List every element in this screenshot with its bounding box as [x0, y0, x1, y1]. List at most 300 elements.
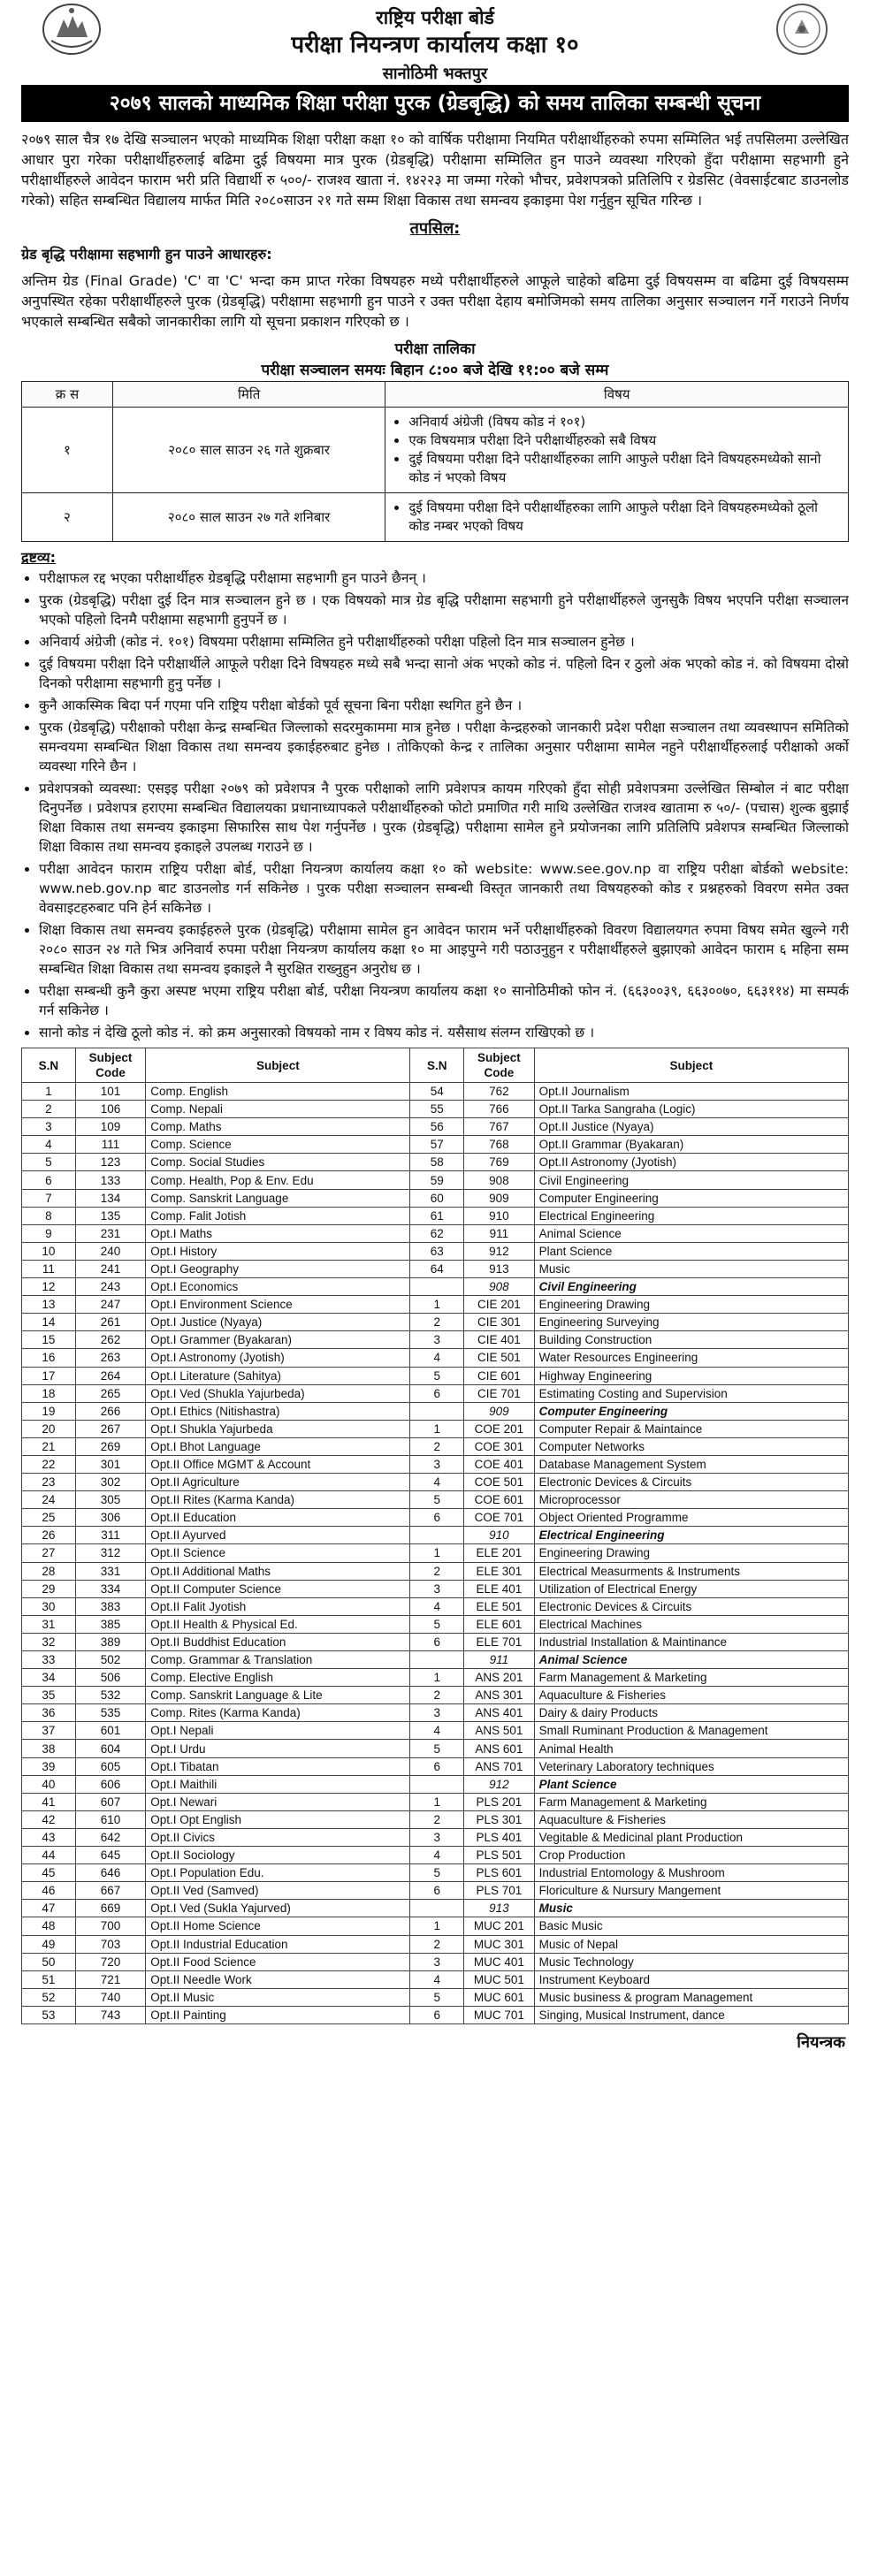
- subject-code-left: 740: [75, 1988, 145, 2006]
- subject-row: [22, 1953, 849, 1970]
- subject-code-right: 910: [464, 1527, 534, 1544]
- subject-sn-left: 37: [22, 1722, 76, 1740]
- subject-name-left: Comp. Rites (Karma Kanda): [146, 1704, 410, 1722]
- subject-sn-right: 6: [410, 2006, 464, 2023]
- subject-name-left: Opt.I Environment Science: [146, 1296, 410, 1314]
- subject-row: [22, 1544, 849, 1562]
- schedule-title: परीक्षा तालिका: [394, 340, 476, 358]
- subject-code-right: MUC 701: [464, 2006, 534, 2023]
- subject-row: [22, 1935, 849, 1953]
- subject-name-right: Aquaculture & Fisheries: [534, 1810, 848, 1828]
- subject-sn-right: 1: [410, 1296, 464, 1314]
- subject-name-left: Opt.I Shukla Yajurbeda: [146, 1420, 410, 1437]
- subject-code-left: 267: [75, 1420, 145, 1437]
- subject-name-left: Opt.II Ayurved: [146, 1527, 410, 1544]
- subject-sn-left: 9: [22, 1224, 76, 1242]
- subject-row: [22, 1384, 849, 1402]
- subject-code-right: CIE 301: [464, 1314, 534, 1331]
- subject-row: [22, 1314, 849, 1331]
- subject-sn-left: 18: [22, 1384, 76, 1402]
- subject-code-right: ELE 501: [464, 1597, 534, 1615]
- subject-row: [22, 1367, 849, 1384]
- subject-code-right: PLS 301: [464, 1810, 534, 1828]
- subject-sn-left: 36: [22, 1704, 76, 1722]
- subject-row: [22, 1757, 849, 1775]
- subject-sn-left: 1: [22, 1083, 76, 1101]
- nepal-emblem-logo-icon: [41, 2, 103, 57]
- subject-code-right: MUC 601: [464, 1988, 534, 2006]
- subject-row: [22, 1474, 849, 1491]
- subject-sn-right: [410, 1651, 464, 1669]
- schedule-col-date: मिति: [112, 382, 385, 408]
- subject-name-right: Industrial Installation & Maintinance: [534, 1633, 848, 1650]
- subject-name-right: Music of Nepal: [534, 1935, 848, 1953]
- subject-name-left: Comp. Maths: [146, 1118, 410, 1136]
- subject-code-right: 909: [464, 1402, 534, 1420]
- note-item: • परीक्षाफल रद्द भएका परीक्षार्थीहरु ग्रेडबृद्धि परीक्षामा सहभागी हुन पाउने छैनन् ।: [39, 568, 849, 588]
- subject-name-right: Plant Science: [534, 1242, 848, 1260]
- subject-code-right: 762: [464, 1083, 534, 1101]
- subject-row: [22, 1224, 849, 1242]
- subject-name-left: Opt.I Economics: [146, 1278, 410, 1296]
- subject-name-left: Opt.II Food Science: [146, 1953, 410, 1970]
- subject-code-right: COE 701: [464, 1509, 534, 1527]
- subject-name-right: Instrument Keyboard: [534, 1970, 848, 1988]
- subject-name-left: Opt.II Needle Work: [146, 1970, 410, 1988]
- subject-name-left: Comp. Falit Jotish: [146, 1207, 410, 1224]
- subject-sn-right: 1: [410, 1544, 464, 1562]
- subject-sn-right: 3: [410, 1953, 464, 1970]
- subject-row: [22, 1527, 849, 1544]
- subject-code-left: 646: [75, 1864, 145, 1882]
- subject-code-right: 909: [464, 1189, 534, 1207]
- subject-sn-left: 11: [22, 1260, 76, 1277]
- subject-sn-right: 3: [410, 1331, 464, 1349]
- schedule-subjects: [385, 408, 849, 493]
- subject-sn-right: 1: [410, 1917, 464, 1935]
- subject-name-left: Opt.I Ethics (Nitishastra): [146, 1402, 410, 1420]
- subject-name-right: Engineering Drawing: [534, 1544, 848, 1562]
- subject-code-left: 106: [75, 1101, 145, 1118]
- subject-code-left: 535: [75, 1704, 145, 1722]
- subject-code-right: 913: [464, 1260, 534, 1277]
- subject-code-left: 642: [75, 1828, 145, 1846]
- subject-name-right: Engineering Surveying: [534, 1314, 848, 1331]
- schedule-header-row: [22, 382, 849, 408]
- subject-sn-right: 5: [410, 1615, 464, 1633]
- subject-name-right: Building Construction: [534, 1331, 848, 1349]
- subject-row: [22, 1615, 849, 1633]
- subject-sn-right: 5: [410, 1988, 464, 2006]
- schedule-sn: १: [22, 408, 113, 493]
- schedule-subjects: [385, 493, 849, 542]
- subject-row: [22, 1669, 849, 1687]
- eligibility-paragraph: अन्तिम ग्रेड (Final Grade) 'C' वा 'C' भन्दा कम प्राप्त गरेका विषयहरु मध्ये परीक्षार्थीहरुले आफूले चाहेको बढिमा दुई विषयसम्म वा बढिमा दुई विषयसम्म अनुपस्थित रहेका परीक्षार्थीहरुले पुरक (ग्रेडबृद्धि) परीक्षामा सहभागी हुन पाउने र उक्त परीक्षा देहाय बमोजिमको समय तालिका अनुसार सञ्चालन गर्ने गराउने निर्णय भएकाले सम्बन्धित सबैको जानकारीका लागि यो सूचना प्रकाशन गरिएको छ ।: [21, 272, 849, 330]
- subject-code-right: ANS 301: [464, 1687, 534, 1704]
- subject-code-table: [21, 1048, 849, 2024]
- subject-sn-right: 5: [410, 1740, 464, 1757]
- subject-row: [22, 1242, 849, 1260]
- note-item: • परीक्षा सम्बन्धी कुनै कुरा अस्पष्ट भएमा राष्ट्रिय परीक्षा बोर्ड, परीक्षा नियन्त्रण कार्यालय कक्षा १० सानोठिमीको फोन नं. (६६३००३९, ६६३००७०, ६६३११४) मा सम्पर्क गर्न सकिनेछ ।: [39, 981, 849, 1020]
- subject-sn-left: 34: [22, 1669, 76, 1687]
- subject-sn-right: 1: [410, 1793, 464, 1810]
- subject-code-right: 769: [464, 1154, 534, 1171]
- subject-name-right: Dairy & dairy Products: [534, 1704, 848, 1722]
- subject-col-name-left: Subject: [146, 1048, 410, 1083]
- subject-code-left: 605: [75, 1757, 145, 1775]
- subject-code-right: 913: [464, 1900, 534, 1917]
- subject-name-left: Comp. Health, Pop & Env. Edu: [146, 1171, 410, 1189]
- subject-name-right: Floriculture & Nursury Mangement: [534, 1882, 848, 1900]
- subject-name-left: Comp. English: [146, 1083, 410, 1101]
- exam-schedule-table: [21, 381, 849, 542]
- subject-row: [22, 1704, 849, 1722]
- subject-row: [22, 1402, 849, 1420]
- subject-sn-right: 3: [410, 1828, 464, 1846]
- subject-name-right: Animal Health: [534, 1740, 848, 1757]
- subject-code-left: 264: [75, 1367, 145, 1384]
- subject-name-right: Water Resources Engineering: [534, 1349, 848, 1367]
- subject-row: [22, 1900, 849, 1917]
- subject-name-right: Object Oriented Programme: [534, 1509, 848, 1527]
- subject-name-left: Opt.I Astronomy (Jyotish): [146, 1349, 410, 1367]
- subject-row: [22, 1154, 849, 1171]
- subject-code-right: 766: [464, 1101, 534, 1118]
- schedule-col-subject: विषय: [385, 382, 849, 408]
- subject-col-code-left: Subject Code: [75, 1048, 145, 1083]
- subject-sn-right: [410, 1775, 464, 1793]
- subject-sn-right: 54: [410, 1083, 464, 1101]
- subject-sn-right: 2: [410, 1437, 464, 1455]
- subject-sn-left: 4: [22, 1136, 76, 1154]
- subject-code-left: 301: [75, 1455, 145, 1473]
- subject-name-left: Opt.II Rites (Karma Kanda): [146, 1491, 410, 1509]
- subject-sn-left: 53: [22, 2006, 76, 2023]
- subject-code-right: PLS 501: [464, 1847, 534, 1864]
- subject-code-left: 265: [75, 1384, 145, 1402]
- subject-row: [22, 1864, 849, 1882]
- subject-code-left: 607: [75, 1793, 145, 1810]
- subject-code-right: 908: [464, 1171, 534, 1189]
- subject-code-left: 645: [75, 1847, 145, 1864]
- subject-name-left: Opt.II Additional Maths: [146, 1562, 410, 1580]
- subject-row: [22, 1562, 849, 1580]
- subject-code-left: 604: [75, 1740, 145, 1757]
- subject-name-left: Opt.I Bhot Language: [146, 1437, 410, 1455]
- subject-row: [22, 1189, 849, 1207]
- subject-code-right: COE 501: [464, 1474, 534, 1491]
- subject-row: [22, 1278, 849, 1296]
- subject-sn-left: 20: [22, 1420, 76, 1437]
- subject-code-right: MUC 301: [464, 1935, 534, 1953]
- subject-sn-right: 56: [410, 1118, 464, 1136]
- subject-name-left: Opt.II Music: [146, 1988, 410, 2006]
- subject-code-right: CIE 601: [464, 1367, 534, 1384]
- subject-row: [22, 1101, 849, 1118]
- subject-code-left: 331: [75, 1562, 145, 1580]
- subject-code-left: 111: [75, 1136, 145, 1154]
- subject-name-right: Electrical Measurments & Instruments: [534, 1562, 848, 1580]
- schedule-sn: २: [22, 493, 113, 542]
- subject-code-right: CIE 701: [464, 1384, 534, 1402]
- subject-sn-right: 58: [410, 1154, 464, 1171]
- subject-sn-right: 57: [410, 1136, 464, 1154]
- schedule-subject-list: [391, 499, 843, 536]
- subject-name-right: Electrical Engineering: [534, 1527, 848, 1544]
- subject-code-right: COE 301: [464, 1437, 534, 1455]
- subject-sn-left: 24: [22, 1491, 76, 1509]
- subject-code-left: 667: [75, 1882, 145, 1900]
- subject-code-left: 247: [75, 1296, 145, 1314]
- subject-row: [22, 1455, 849, 1473]
- subject-name-right: Electrical Machines: [534, 1615, 848, 1633]
- subject-code-left: 231: [75, 1224, 145, 1242]
- subject-sn-left: 48: [22, 1917, 76, 1935]
- subject-code-left: 532: [75, 1687, 145, 1704]
- subject-name-right: Microprocessor: [534, 1491, 848, 1509]
- office-name: परीक्षा नियन्त्रण कार्यालय कक्षा १०: [291, 32, 579, 58]
- schedule-subject-item: • एक विषयमात्र परीक्षा दिने परीक्षार्थीहरुको सबै विषय: [408, 431, 843, 450]
- subject-row: [22, 1437, 849, 1455]
- subject-code-left: 385: [75, 1615, 145, 1633]
- subject-name-left: Opt.I Tibatan: [146, 1757, 410, 1775]
- subject-sn-right: [410, 1278, 464, 1296]
- note-item: • शिक्षा विकास तथा समन्वय इकाईहरुले पुरक (ग्रेडबृद्धि) परीक्षामा सामेल हुन आवेदन फाराम भर्ने परीक्षार्थीहरुको विवरण विद्यालयगत रुपमा विषय समेत खुल्ने गरी २०८० साउन २४ गते भित्र अनिवार्य रुपमा परीक्षा नियन्त्रण कार्यालय कक्षा १० मा आइपुग्ने गरी पठाउनुहुन र परीक्षार्थीहरुले बुझाएको आवेदन फाराम ६ महिना सम्म सम्बन्धित शिक्षा विकास तथा समन्वय इकाइले नै सुरक्षित राख्नुहुन अनुरोध छ ।: [39, 920, 849, 979]
- subject-name-right: Music Technology: [534, 1953, 848, 1970]
- subject-code-left: 240: [75, 1242, 145, 1260]
- subject-sn-left: 38: [22, 1740, 76, 1757]
- subject-name-right: Civil Engineering: [534, 1171, 848, 1189]
- subject-row: [22, 1828, 849, 1846]
- intro-paragraph: २०७९ साल चैत्र १७ देखि सञ्चालन भएको माध्यमिक शिक्षा परीक्षा कक्षा १० को वार्षिक परीक्षामा नियमित परीक्षार्थीहरुको रुपमा सम्मिलित भई तपसिलमा उल्लेखित आधार पुरा गरेका परीक्षार्थीहरुलाई बढिमा दुई विषयमा मात्र पुरक (ग्रेडबृद्धि) परीक्षामा सम्मिलित हुन पाउने व्यवस्था गरिएको हुँदा परीक्षामा सहभागी हुने परीक्षार्थीहरुले आवेदन फाराम भरी प्रति विद्यार्थी रु ५००/- राजश्व खाता नं. १४२२३ मा जम्मा गरेको भौचर, प्रवेशपत्रको प्रतिलिपि र ग्रेडसिट (वेवसाईटबाट डाउनलोड गरेको) सहित सम्बन्धित विद्यालय मार्फत मिति २०८०साउन २१ गते सम्म शिक्षा विकास तथा समन्वय इकाइमा पेश गर्नुहुन सूचित गरिन्छ ।: [21, 131, 849, 209]
- subject-code-left: 606: [75, 1775, 145, 1793]
- subject-name-right: Aquaculture & Fisheries: [534, 1687, 848, 1704]
- subject-name-left: Opt.I Ved (Sukla Yajurved): [146, 1900, 410, 1917]
- subject-code-left: 311: [75, 1527, 145, 1544]
- note-item: • परीक्षा आवेदन फाराम राष्ट्रिय परीक्षा बोर्ड, परीक्षा नियन्त्रण कार्यालय कक्षा १० को website: www.see.gov.np वा राष्ट्रिय परीक्षा बोर्डको website: www.neb.gov.np बाट डाउनलोड गर्न सकिनेछ । पुरक परीक्षा सञ्चालन सम्बन्धी विस्तृत जानकारी तथा विषयहरुको कोड र प्रश्नहरुको विवरण समेत उक्त वेवसाइटहरुबाट पनि हेर्न सकिनेछ ।: [39, 859, 849, 918]
- subject-code-left: 334: [75, 1580, 145, 1597]
- subject-name-left: Opt.I Maths: [146, 1224, 410, 1242]
- subject-sn-left: 39: [22, 1757, 76, 1775]
- subject-header-row: [22, 1048, 849, 1083]
- subject-name-right: Highway Engineering: [534, 1367, 848, 1384]
- subject-sn-right: 6: [410, 1633, 464, 1650]
- subject-code-left: 743: [75, 2006, 145, 2023]
- subject-code-right: ELE 401: [464, 1580, 534, 1597]
- subject-code-right: PLS 601: [464, 1864, 534, 1882]
- schedule-subject-list: [391, 413, 843, 487]
- subject-sn-left: 47: [22, 1900, 76, 1917]
- subject-name-right: Music: [534, 1260, 848, 1277]
- subject-name-left: Opt.II Ved (Samved): [146, 1882, 410, 1900]
- subject-sn-left: 41: [22, 1793, 76, 1810]
- subject-name-left: Comp. Nepali: [146, 1101, 410, 1118]
- subject-name-left: Opt.II Computer Science: [146, 1580, 410, 1597]
- subject-code-right: CIE 501: [464, 1349, 534, 1367]
- subject-sn-right: 5: [410, 1491, 464, 1509]
- subject-sn-right: [410, 1900, 464, 1917]
- subject-code-left: 262: [75, 1331, 145, 1349]
- subject-col-name-right: Subject: [534, 1048, 848, 1083]
- subject-sn-right: 4: [410, 1474, 464, 1491]
- subject-row: [22, 1651, 849, 1669]
- subject-code-left: 700: [75, 1917, 145, 1935]
- subject-name-left: Opt.I Ved (Shukla Yajurbeda): [146, 1384, 410, 1402]
- office-address: सानोठिमी भक्तपुर: [382, 65, 488, 83]
- subject-name-right: Farm Management & Marketing: [534, 1793, 848, 1810]
- subject-name-left: Opt.II Industrial Education: [146, 1935, 410, 1953]
- subject-row: [22, 1491, 849, 1509]
- subject-sn-right: 62: [410, 1224, 464, 1242]
- subject-row: [22, 1917, 849, 1935]
- schedule-date: २०८० साल साउन २६ गते शुक्रबार: [112, 408, 385, 493]
- subject-name-right: Vegitable & Medicinal plant Production: [534, 1828, 848, 1846]
- subject-code-right: PLS 401: [464, 1828, 534, 1846]
- subject-sn-right: 5: [410, 1864, 464, 1882]
- subject-name-right: Farm Management & Marketing: [534, 1669, 848, 1687]
- subject-sn-right: 5: [410, 1367, 464, 1384]
- subject-code-right: 768: [464, 1136, 534, 1154]
- note-item: • दुई विषयमा परीक्षा दिने परीक्षार्थीले आफूले परीक्षा दिने विषयहरु मध्ये सबै भन्दा सानो अंक भएको कोड नं. पहिलो दिन र ठुलो अंक भएको कोड नं. को विषयमा दोस्रो दिनको परीक्षामा सहभागी हुनु पर्नेछ ।: [39, 654, 849, 693]
- subject-name-right: Crop Production: [534, 1847, 848, 1864]
- subject-code-right: ANS 601: [464, 1740, 534, 1757]
- subject-row: [22, 1296, 849, 1314]
- subject-code-left: 134: [75, 1189, 145, 1207]
- subject-sn-left: 44: [22, 1847, 76, 1864]
- letterhead: [21, 0, 849, 85]
- subject-code-left: 243: [75, 1278, 145, 1296]
- subject-sn-left: 3: [22, 1118, 76, 1136]
- subject-sn-left: 50: [22, 1953, 76, 1970]
- subject-code-left: 601: [75, 1722, 145, 1740]
- subject-code-left: 263: [75, 1349, 145, 1367]
- subject-name-right: Computer Engineering: [534, 1402, 848, 1420]
- subject-row: [22, 1793, 849, 1810]
- subject-sn-left: 14: [22, 1314, 76, 1331]
- subject-row: [22, 1970, 849, 1988]
- subject-code-right: CIE 201: [464, 1296, 534, 1314]
- subject-code-right: ELE 301: [464, 1562, 534, 1580]
- subject-sn-left: 19: [22, 1402, 76, 1420]
- signatory-controller: नियन्त्रक: [797, 2032, 845, 2052]
- subject-name-right: Opt.II Grammar (Byakaran): [534, 1136, 848, 1154]
- subject-row: [22, 2006, 849, 2023]
- subject-name-right: Opt.II Tarka Sangraha (Logic): [534, 1101, 848, 1118]
- note-item: • सानो कोड नं देखि ठूलो कोड नं. को क्रम अनुसारको विषयको नाम र विषय कोड नं. यसैसाथ संलग्न राखिएको छ ।: [39, 1023, 849, 1042]
- schedule-row: [22, 493, 849, 542]
- subject-name-right: Electronic Devices & Circuits: [534, 1474, 848, 1491]
- subject-name-right: Engineering Drawing: [534, 1296, 848, 1314]
- subject-code-right: ANS 701: [464, 1757, 534, 1775]
- subject-sn-right: 6: [410, 1384, 464, 1402]
- subject-sn-left: 51: [22, 1970, 76, 1988]
- subject-name-right: Opt.II Justice (Nyaya): [534, 1118, 848, 1136]
- subject-row: [22, 1207, 849, 1224]
- subject-row: [22, 1260, 849, 1277]
- subject-name-left: Comp. Grammar & Translation: [146, 1651, 410, 1669]
- subject-sn-right: 4: [410, 1597, 464, 1615]
- subject-name-left: Opt.I Justice (Nyaya): [146, 1314, 410, 1331]
- subject-name-right: Civil Engineering: [534, 1278, 848, 1296]
- notes-list: [21, 568, 849, 1042]
- subject-name-right: Opt.II Journalism: [534, 1083, 848, 1101]
- schedule-subject-item: • अनिवार्य अंग्रेजी (विषय कोड नं १०१): [408, 413, 843, 431]
- subject-name-right: Computer Engineering: [534, 1189, 848, 1207]
- note-item: • प्रवेशपत्रको व्यवस्था: एसइइ परीक्षा २०७९ को प्रवेशपत्र नै पुरक परीक्षाको लागि प्रवेशपत्र कायम गरिएको हुँदा सोही प्रवेशपत्रमा उल्लेखित सिम्बोल नं बाट परीक्षा दिनुपर्नेछ । प्रवेशपत्र हराएमा सम्बन्धित विद्यालयका प्रधानाध्यापकले परीक्षार्थीहरुको फोटो प्रमाणित गरी माथि उल्लेखित राजश्व खातामा रु ५०/- (पचास) शुल्क बुझाई शिक्षा विकास तथा समन्वय इकाइमा सिफारिस साथ पेश गर्नुपर्नेछ । पुरक (ग्रेडबृद्धि) परीक्षामा सामेल हुने प्रयोजनका लागि प्रतिलिपि प्रवेशपत्र सम्बन्धित जिल्लाको शिक्षा विकास तथा समन्वय इकाइले उपलब्ध गराउने छ ।: [39, 779, 849, 857]
- subject-sn-left: 43: [22, 1828, 76, 1846]
- subject-sn-right: 61: [410, 1207, 464, 1224]
- subject-name-left: Opt.I Opt English: [146, 1810, 410, 1828]
- subject-code-left: 389: [75, 1633, 145, 1650]
- subject-row: [22, 1118, 849, 1136]
- subject-sn-right: 63: [410, 1242, 464, 1260]
- subject-code-right: 911: [464, 1651, 534, 1669]
- subject-row: [22, 1136, 849, 1154]
- subject-code-right: 767: [464, 1118, 534, 1136]
- subject-sn-left: 7: [22, 1189, 76, 1207]
- subject-sn-left: 32: [22, 1633, 76, 1650]
- subject-name-right: Electronic Devices & Circuits: [534, 1597, 848, 1615]
- subject-name-right: Utilization of Electrical Energy: [534, 1580, 848, 1597]
- subject-sn-left: 13: [22, 1296, 76, 1314]
- subject-code-left: 123: [75, 1154, 145, 1171]
- subject-sn-left: 2: [22, 1101, 76, 1118]
- subject-sn-left: 22: [22, 1455, 76, 1473]
- subject-sn-right: 2: [410, 1935, 464, 1953]
- subject-row: [22, 1722, 849, 1740]
- subject-code-left: 135: [75, 1207, 145, 1224]
- subject-sn-left: 25: [22, 1509, 76, 1527]
- notice-title-banner: २०७९ सालको माध्यमिक शिक्षा परीक्षा पुरक (ग्रेडबृद्धि) को समय तालिका सम्बन्धी सूचना: [21, 85, 849, 122]
- subject-name-right: Electrical Engineering: [534, 1207, 848, 1224]
- subject-row: [22, 1331, 849, 1349]
- subject-sn-right: 4: [410, 1847, 464, 1864]
- subject-code-right: ANS 401: [464, 1704, 534, 1722]
- subject-name-left: Comp. Social Studies: [146, 1154, 410, 1171]
- subject-sn-right: 3: [410, 1704, 464, 1722]
- subject-code-right: CIE 401: [464, 1331, 534, 1349]
- subject-code-right: 912: [464, 1242, 534, 1260]
- subject-name-left: Opt.I Literature (Sahitya): [146, 1367, 410, 1384]
- exam-time: परीक्षा सञ्चालन समयः बिहान ८:०० बजे देखि ११:०० बजे सम्म: [261, 362, 609, 379]
- subject-code-right: ELE 601: [464, 1615, 534, 1633]
- subject-code-right: COE 401: [464, 1455, 534, 1473]
- subject-code-left: 302: [75, 1474, 145, 1491]
- subject-name-left: Opt.II Education: [146, 1509, 410, 1527]
- subject-code-left: 241: [75, 1260, 145, 1277]
- subject-name-right: Music business & program Management: [534, 1988, 848, 2006]
- subject-sn-left: 29: [22, 1580, 76, 1597]
- subject-name-right: Veterinary Laboratory techniques: [534, 1757, 848, 1775]
- subject-row: [22, 1882, 849, 1900]
- subject-code-left: 721: [75, 1970, 145, 1988]
- subject-name-right: Industrial Entomology & Mushroom: [534, 1864, 848, 1882]
- subject-col-code-right: Subject Code: [464, 1048, 534, 1083]
- subject-code-left: 669: [75, 1900, 145, 1917]
- subject-row: [22, 1083, 849, 1101]
- subject-name-left: Opt.II Office MGMT & Account: [146, 1455, 410, 1473]
- subject-name-left: Opt.II Civics: [146, 1828, 410, 1846]
- subject-name-left: Comp. Elective English: [146, 1669, 410, 1687]
- subject-code-left: 306: [75, 1509, 145, 1527]
- subject-name-right: Plant Science: [534, 1775, 848, 1793]
- subject-name-right: Music: [534, 1900, 848, 1917]
- subject-name-right: Animal Science: [534, 1224, 848, 1242]
- subject-code-right: 911: [464, 1224, 534, 1242]
- subject-code-left: 312: [75, 1544, 145, 1562]
- subject-code-right: PLS 701: [464, 1882, 534, 1900]
- subject-row: [22, 1420, 849, 1437]
